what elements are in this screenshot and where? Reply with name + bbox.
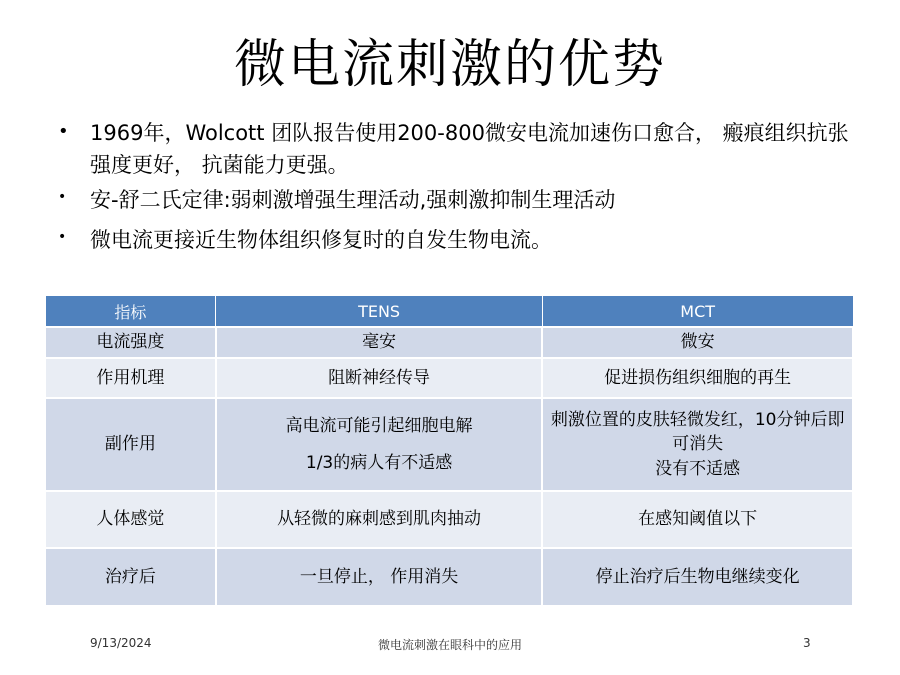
bullet-item: [58, 225, 858, 257]
mct-cell: [542, 491, 853, 548]
bullet-item: [58, 118, 858, 181]
cell-text: 1/3的病人有不适感: [305, 452, 453, 473]
row-label: 电流强度: [45, 327, 216, 358]
cell-text: 从轻微的麻刺感到肌肉抽动: [277, 509, 482, 530]
cell-text: 阻断神经传导: [328, 367, 431, 388]
page-number: 3: [803, 636, 811, 650]
cell-text: 停止治疗后生物电继续变化: [595, 566, 800, 587]
footer-date: 9/13/2024: [90, 636, 152, 650]
table-row: [45, 398, 853, 491]
table-row: [45, 491, 853, 548]
bullet-dot-icon: •: [58, 228, 67, 245]
mct-cell: [542, 398, 853, 491]
header-indicator: 指标: [45, 296, 216, 328]
bullet-dot-icon: •: [58, 121, 69, 142]
bullet-text: 安-舒二氏定律:弱刺激增强生理活动,强刺激抑制生理活动: [90, 188, 616, 212]
tens-cell: [216, 327, 543, 358]
bullet-item: [58, 185, 858, 217]
table-row: [45, 358, 853, 398]
cell-text: 毫安: [362, 332, 397, 353]
mct-cell: [542, 358, 853, 398]
cell-text: 刺激位置的皮肤轻微发红，10分钟后即可消失: [550, 409, 845, 455]
bullet-dot-icon: •: [58, 189, 67, 205]
table-header-row: [45, 296, 853, 328]
cell-text: 一旦停止， 作用消失: [299, 566, 459, 587]
tens-cell: [216, 491, 543, 548]
tens-cell: [216, 548, 543, 606]
tens-cell: [216, 358, 543, 398]
cell-text: 高电流可能引起细胞电解: [285, 415, 473, 436]
cell-text: 在感知阈值以下: [638, 509, 758, 530]
header-tens: TENS: [216, 296, 543, 328]
comparison-table: [44, 295, 854, 607]
row-label: 作用机理: [45, 358, 216, 398]
cell-text: 促进损伤组织细胞的再生: [604, 367, 792, 388]
footer-title: 微电流刺激在眼科中的应用: [377, 638, 522, 652]
bullet-list: [58, 118, 858, 260]
row-label: 人体感觉: [45, 491, 216, 548]
tens-cell: [216, 398, 543, 491]
row-label: 副作用: [45, 398, 216, 491]
cell-text: 没有不适感: [655, 458, 741, 479]
bullet-text: 1969年，Wolcott 团队报告使用200-800微安电流加速伤口愈合， 瘢痕组织抗张强度更好， 抗菌能力更强。: [90, 121, 849, 177]
mct-cell: [542, 327, 853, 358]
bullet-text: 微电流更接近生物体组织修复时的自发生物电流。: [90, 227, 552, 252]
table-row: [45, 327, 853, 358]
header-mct: MCT: [542, 296, 853, 328]
slide-title: 微电流刺激的优势: [233, 35, 666, 95]
row-label: 治疗后: [45, 548, 216, 606]
table-row: [45, 548, 853, 606]
mct-cell: [542, 548, 853, 606]
cell-text: 微安: [680, 332, 715, 353]
